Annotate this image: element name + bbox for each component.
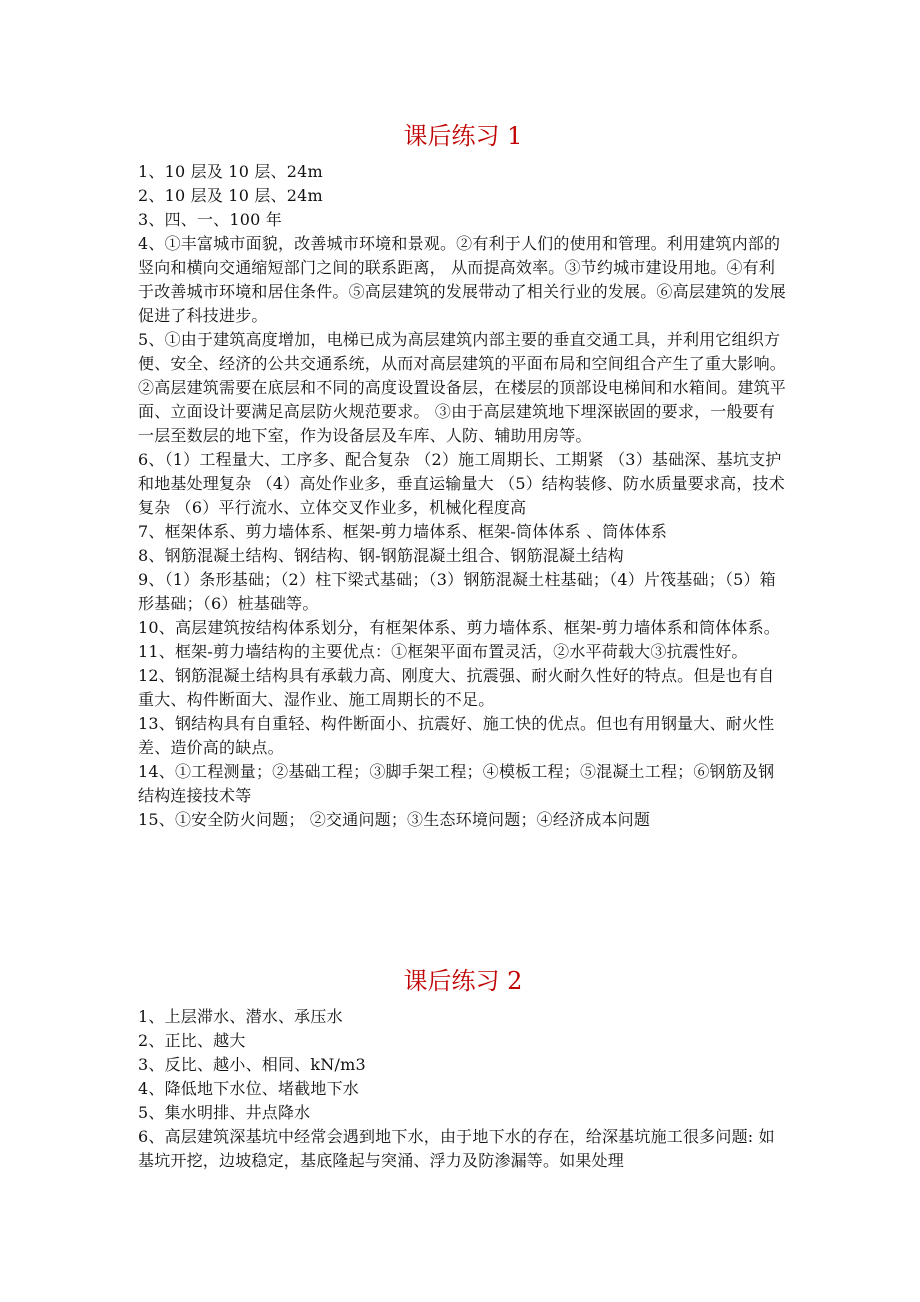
answer-item: 4、①丰富城市面貌，改善城市环境和景观。②有利于人们的使用和管理。利用建筑内部的竖向和横向交通缩短部门之间的联系距离， 从而提高效率。③节约城市建设用地。④有利于改善城市环境和居住条件。⑤高层建筑的发展带动了相关行业的发展。⑥高层建筑的发展促进了科技进步。 — [138, 234, 787, 325]
answer-item: 2、10 层及 10 层、24m — [138, 186, 323, 205]
section-title: 课后练习 1 — [403, 122, 523, 150]
answer-item: 15、①安全防火问题； ②交通问题；③生态环境问题；④经济成本问题 — [138, 810, 651, 829]
answer-item: 5、集水明排、井点降水 — [138, 1103, 311, 1122]
answer-item: 3、四、一、100 年 — [138, 210, 283, 229]
answer-item: 6、（1）工程量大、工序多、配合复杂 （2）施工周期长、工期紧 （3）基础深、基坑支护和地基处理复杂 （4）高处作业多，垂直运输量大 （5）结构装修、防水质量要求高，技术复杂 （6）平行流水、立体交叉作业多，机械化程度高 — [138, 450, 785, 517]
answer-item: 5、①由于建筑高度增加，电梯已成为高层建筑内部主要的垂直交通工具，并利用它组织方便、安全、经济的公共交通系统，从而对高层建筑的平面布局和空间组合产生了重大影响。 ②高层建筑需要在底层和不同的高度设置设备层，在楼层的顶部设电梯间和水箱间。建筑平面、立面设计要满足高层防火规范要求。 ③由于高层建筑地下埋深嵌固的要求，一般要有一层至数层的地下室，作为设备层及车库、人防、辅助用房等。 — [138, 330, 787, 445]
answer-item: 13、钢结构具有自重轻、构件断面小、抗震好、施工快的优点。但也有用钢量大、耐火性差、造价高的缺点。 — [138, 714, 775, 757]
answer-item: 1、10 层及 10 层、24m — [138, 162, 323, 181]
answer-item: 14、①工程测量；②基础工程；③脚手架工程；④模板工程；⑤混凝土工程；⑥钢筋及钢结构连接技术等 — [138, 762, 775, 805]
section-title: 课后练习 2 — [403, 967, 523, 995]
answer-item: 1、上层滞水、潜水、承压水 — [138, 1007, 343, 1026]
answer-item: 3、反比、越小、相同、kN/m3 — [138, 1055, 366, 1074]
answer-item: 9、（1）条形基础；（2）柱下梁式基础；（3）钢筋混凝土柱基础；（4）片筏基础；（5）箱形基础；（6）桩基础等。 — [138, 570, 776, 613]
answer-item: 2、正比、越大 — [138, 1031, 246, 1050]
answer-item: 7、框架体系、剪力墙体系、框架-剪力墙体系、框架-筒体体系 、筒体体系 — [138, 522, 668, 541]
answer-item: 10、高层建筑按结构体系划分，有框架体系、剪力墙体系、框架-剪力墙体系和筒体体系。 — [138, 618, 780, 637]
answer-item: 6、高层建筑深基坑中经常会遇到地下水，由于地下水的存在，给深基坑施工很多问题: 如基坑开挖，边坡稳定，基底隆起与突涌、浮力及防渗漏等。如果处理 — [138, 1127, 775, 1170]
answer-item: 8、钢筋混凝土结构、钢结构、钢-钢筋混凝土组合、钢筋混凝土结构 — [138, 546, 624, 565]
exercise-section-2 — [138, 961, 788, 1173]
answer-item: 11、框架-剪力墙结构的主要优点：①框架平面布置灵活，②水平荷载大③抗震性好。 — [138, 642, 748, 661]
exercise-section-1 — [138, 116, 788, 832]
answer-item: 4、降低地下水位、堵截地下水 — [138, 1079, 359, 1098]
answer-item: 12、钢筋混凝土结构具有承载力高、刚度大、抗震强、耐火耐久性好的特点。但是也有自重大、构件断面大、湿作业、施工周期长的不足。 — [138, 666, 775, 709]
